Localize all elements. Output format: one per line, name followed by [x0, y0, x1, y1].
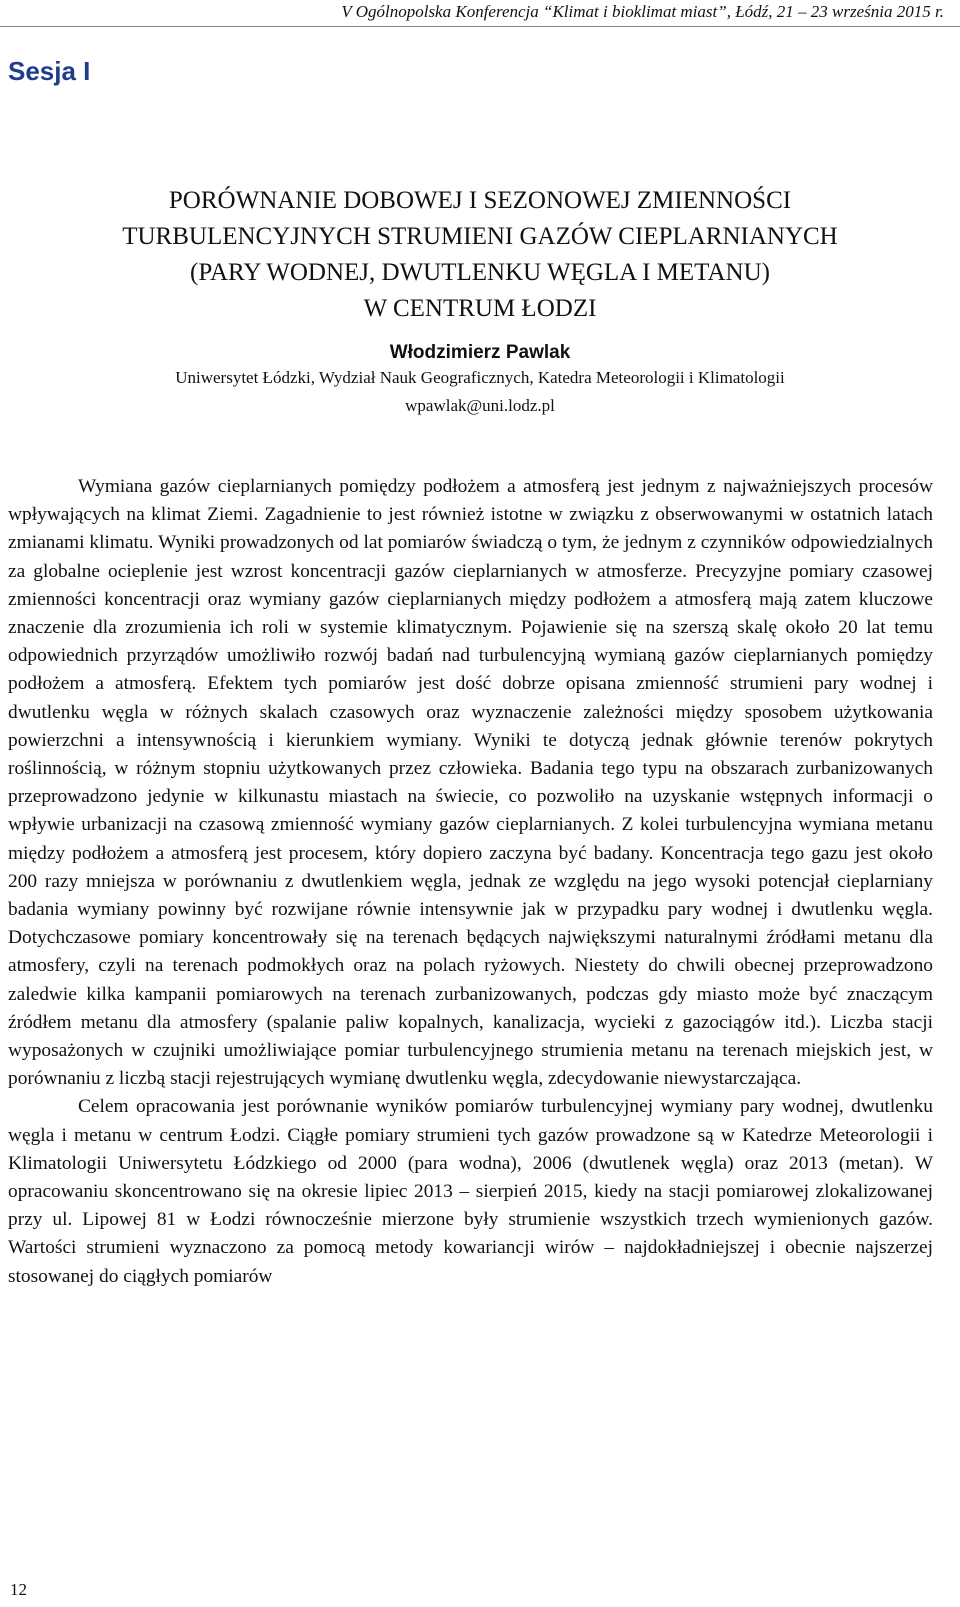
section-label: Sesja I [8, 56, 91, 86]
author-name: Włodzimierz Pawlak [389, 342, 571, 363]
title-line: (PARY WODNEJ, DWUTLENKU WĘGLA I METANU) [190, 259, 770, 286]
abstract-body [8, 473, 933, 1291]
title-line: PORÓWNANIE DOBOWEJ I SEZONOWEJ ZMIENNOŚCI [168, 187, 792, 214]
body-paragraph: Celem opracowania jest porównanie wyników pomiarów turbulencyjnej wymiany pary wodnej, dwutlenku węgla i metanu w centrum Łodzi. Ciągłe pomiary strumieni tych gazów prowadzone są w Katedrze Meteorologii i Klimatologii Uniwersytetu Łódzkiego od 2000 (para wodna), 2006 (dwutlenek węgla) oraz 2013 (metan). W opracowaniu skoncentrowano się na okresie lipiec 2013 – sierpień 2015, kiedy na stacji pomiarowej zlokalizowanej przy ul. Lipowej 81 w Łodzi równocześnie mierzone były strumienie wszystkich trzech wymienionych gazów. Wartości strumieni wyznaczono za pomocą metody kowariancji wirów – najdokładniejszej i obecnie najszerzej stosowanej do ciągłych pomiarów [8, 1096, 933, 1287]
body-paragraph: Wymiana gazów cieplarnianych pomiędzy podłożem a atmosferą jest jednym z najważniejszych procesów wpływających na klimat Ziemi. Zagadnienie to jest również istotne w związku z obserwowanymi w ostatnich latach zmianami klimatu. Wyniki prowadzonych od lat pomiarów świadczą o tym, że jednym z czynników odpowiedzialnych za globalne ocieplenie jest wzrost koncentracji gazów cieplarnianych w atmosferze. Precyzyjne pomiary czasowej zmienności koncentracji oraz wymiany gazów cieplarnianych między podłożem a atmosferą mają zatem kluczowe znaczenie dla zrozumienia ich roli w systemie klimatycznym. Pojawienie się na szerszą skalę około 20 lat temu odpowiednich przyrządów umożliwiło rozwój badań nad turbulencyjną wymianą gazów cieplarnianych pomiędzy podłożem a atmosferą. Efektem tych pomiarów jest dość dobrze opisana zmienność strumieni pary wodnej i dwutlenku węgla w różnych skalach czasowych oraz wyznaczenie zależności między sposobem użytkowania powierzchni a intensywnością i kierunkiem wymiany. Wyniki te dotyczą jednak głównie terenów pokrytych roślinnością, w różnym stopniu użytkowanych przez człowieka. Badania tego typu na obszarach zurbanizowanych przeprowadzono jedynie w kilkunastu miastach na świecie, co pozwoliło na uzyskanie wstępnych informacji o wpływie urbanizacji na czasową zmienność wymiany gazów cieplarnianych. Z kolei turbulencyjna wymiana metanu między podłożem a atmosferą jest procesem, który dopiero zaczyna być badany. Koncentracja tego gazu jest około 200 razy mniejsza w porównaniu z dwutlenkiem węgla, jednak ze względu na jego wysoki potencjał cieplarniany badania wymiany powinny być rozwijane równie intensywnie jak w przypadku pary wodnej i dwutlenku węgla. Dotychczasowe pomiary koncentrowały się na terenach będących największymi naturalnymi źródłami metanu dla atmosfery, czyli na terenach podmokłych oraz na polach ryżowych. Niestety do chwili obecnej przeprowadzono zaledwie kilka kampanii pomiarowych na terenach zurbanizowanych, podczas gdy miasto może być znaczącym źródłem metanu dla atmosfery (spalanie paliw kopalnych, kanalizacja, wycieki z gazociągów itd.). Liczba stacji wyposażonych w czujniki umożliwiające pomiar turbulencyjnego strumienia metanu na terenach miejskich jest, w porównaniu z liczbą stacji rejestrujących wymianę dwutlenku węgla, zdecydowanie niewystarczająca. [8, 476, 933, 1090]
author-email: wpawlak@uni.lodz.pl [405, 396, 555, 415]
header-rule [0, 26, 960, 27]
paper-title [0, 183, 960, 327]
title-line: TURBULENCYJNYCH STRUMIENI GAZÓW CIEPLARNIANYCH [122, 223, 838, 250]
title-line: W CENTRUM ŁODZI [363, 295, 597, 322]
page-number: 12 [10, 1580, 27, 1599]
running-header: V Ogólnopolska Konferencja “Klimat i bioklimat miast”, Łódź, 21 – 23 września 2015 r. [341, 2, 944, 21]
author-affiliation: Uniwersytet Łódzki, Wydział Nauk Geograficznych, Katedra Meteorologii i Klimatologii [175, 368, 785, 387]
